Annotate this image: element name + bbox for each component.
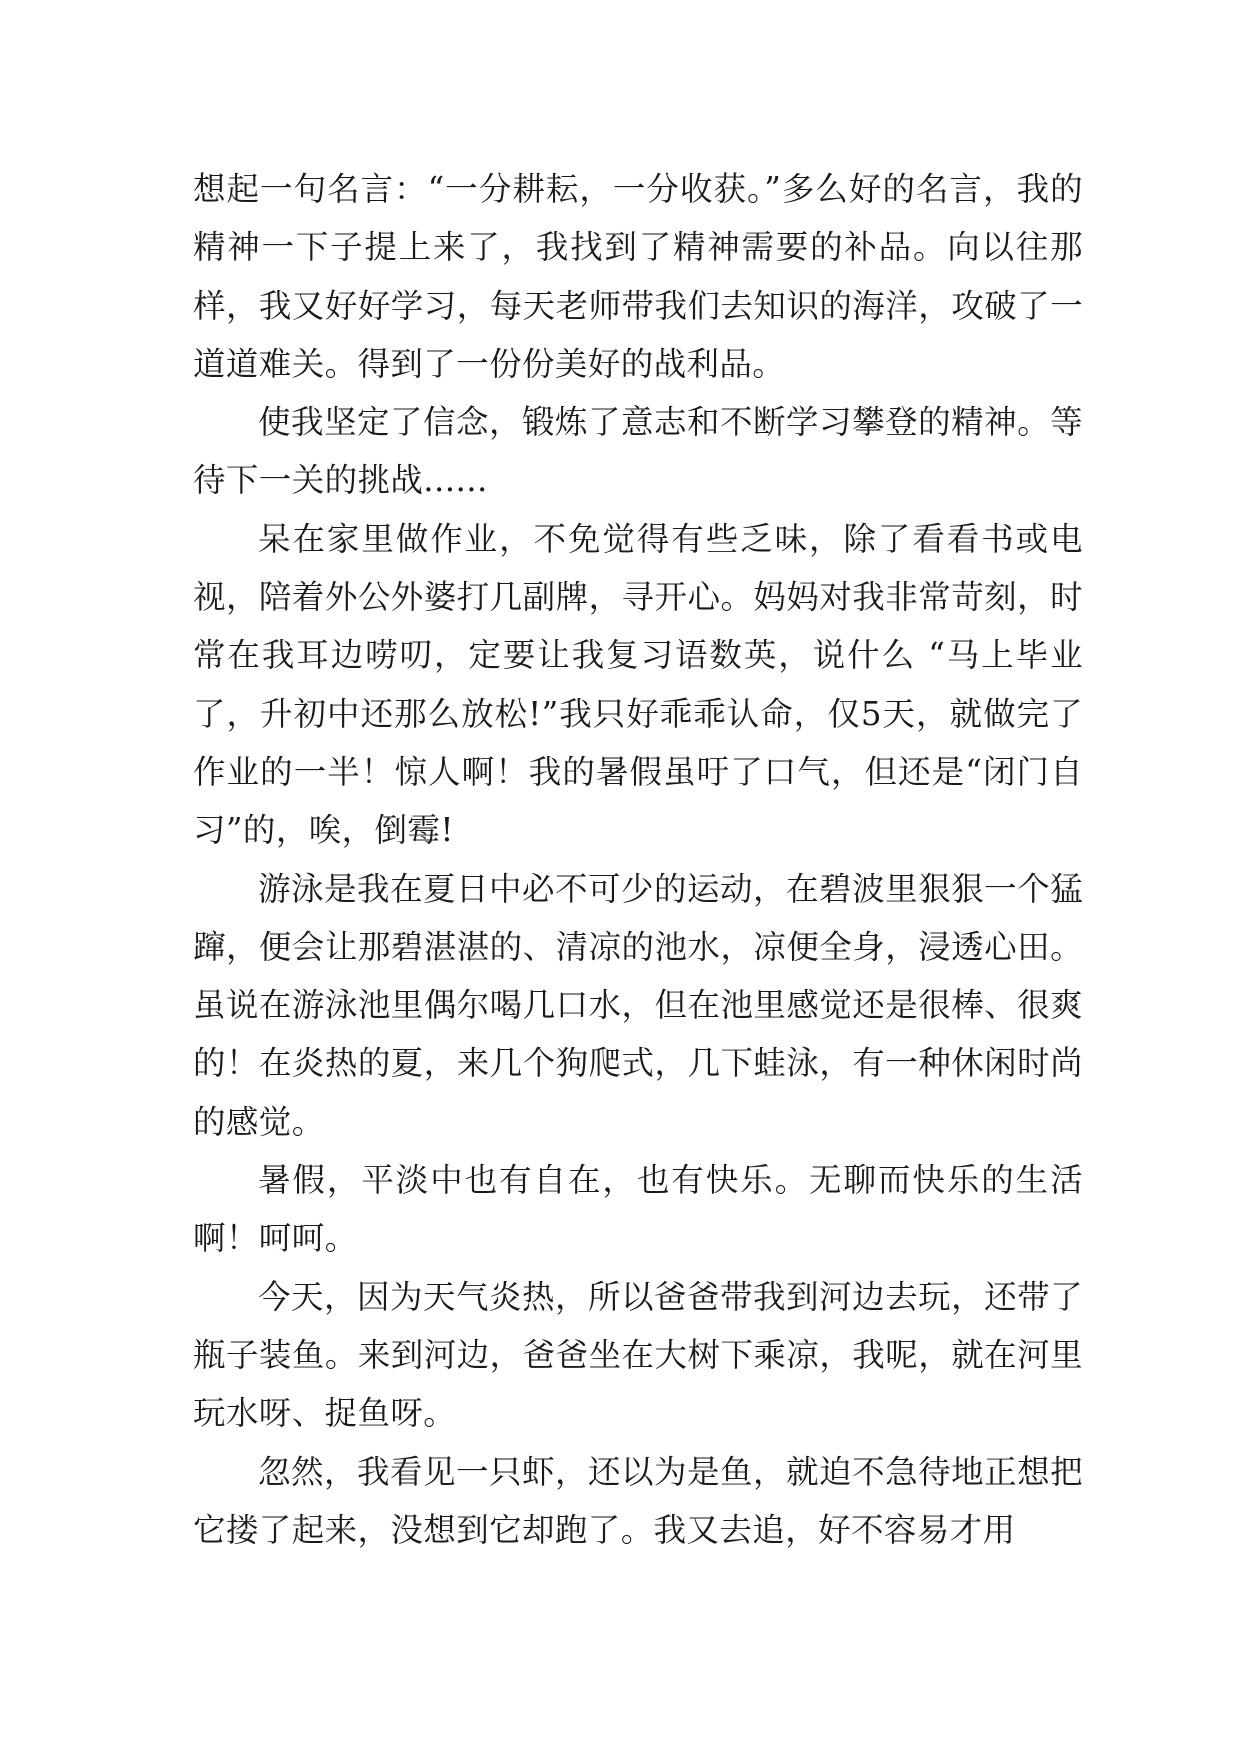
paragraph: 呆在家里做作业，不免觉得有些乏味，除了看看书或电视，陪着外公外婆打几副牌，寻开心。妈妈对我非常苛刻，时常在我耳边唠叨，定要让我复习语数英，说什么 “马上毕业了，升初中还那么放松!”我只好乖乖认命，仅5天，就做完了作业的一半！惊人啊！我的暑假虽吁了口气，但还是“闭门自习”的，唉，倒霉! (193, 519, 1083, 850)
paragraph: 想起一句名言：“一分耕耘，一分收获。”多么好的名言，我的精神一下子提上来了，我找到了精神需要的补品。向以往那样，我又好好学习，每天老师带我们去知识的海洋，攻破了一道道难关。得到了一份份美好的战利品。 (193, 170, 1083, 383)
paragraph: 今天，因为天气炎热，所以爸爸带我到河边去玩，还带了瓶子装鱼。来到河边，爸爸坐在大树下乘凉，我呢，就在河里玩水呀、捉鱼呀。 (193, 1277, 1083, 1433)
paragraph: 暑假，平淡中也有自在，也有快乐。无聊而快乐的生活啊！呵呵。 (193, 1161, 1083, 1258)
body-text (193, 160, 1083, 1559)
paragraph: 使我坚定了信念，锻炼了意志和不断学习攀登的精神。等待下一关的挑战...... (193, 403, 1083, 500)
paragraph: 游泳是我在夏日中必不可少的运动，在碧波里狠狠一个猛蹿，便会让那碧湛湛的、清凉的池水，凉便全身，浸透心田。虽说在游泳池里偶尔喝几口水，但在池里感觉还是很棒、很爽的！在炎热的夏，来几个狗爬式，几下蛙泳，有一种休闲时尚的感觉。 (193, 869, 1083, 1141)
paragraph: 忽然，我看见一只虾，还以为是鱼，就迫不急待地正想把它搂了起来，没想到它却跑了。我又去追，好不容易才用 (193, 1452, 1083, 1549)
